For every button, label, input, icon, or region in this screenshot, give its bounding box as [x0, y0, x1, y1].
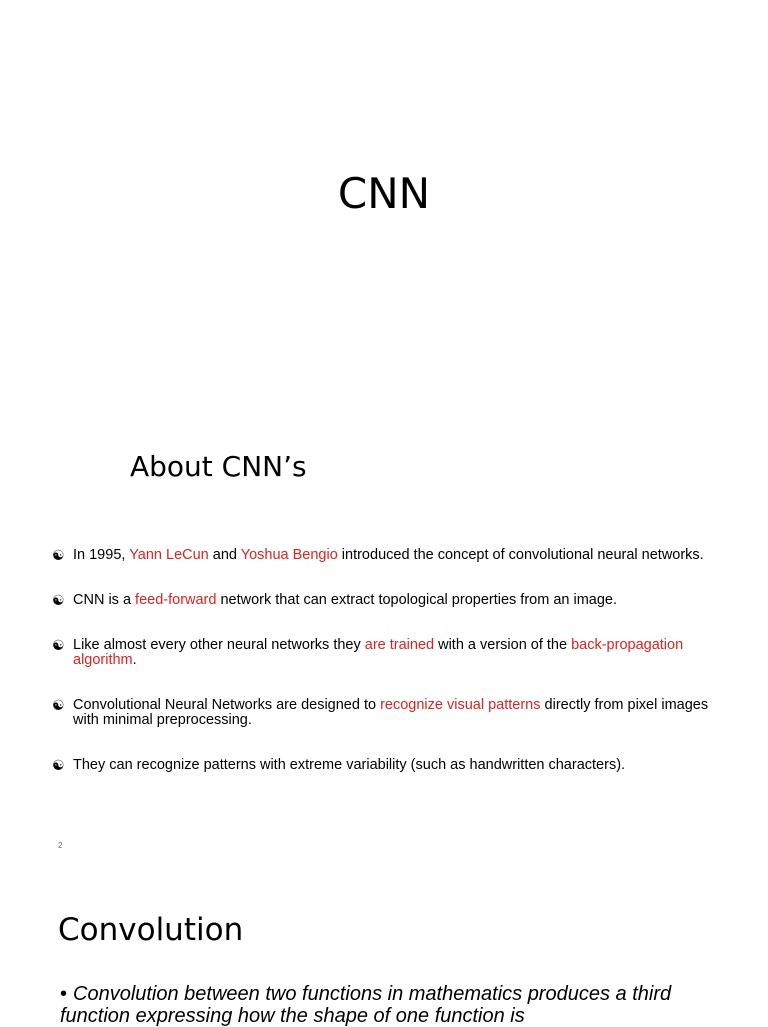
- bullet-item: [52, 758, 712, 773]
- bullet-text: introduced the concept of convolutional neural networks.: [337, 547, 704, 563]
- bullet-text: They can recognize patterns with extreme variability (such as handwritten characters).: [73, 757, 626, 773]
- bullet-text: directly from pixel images with minimal preprocessing.: [73, 697, 709, 728]
- highlighted-term: Yann LeCun: [129, 547, 209, 563]
- bullet-text: network that can extract topological properties from an image.: [216, 592, 618, 608]
- yin-yang-bullet-icon: ☯: [52, 547, 65, 563]
- bullet-list: [52, 548, 712, 803]
- bullet-text: Convolutional Neural Networks are designed to: [73, 697, 381, 713]
- yin-yang-bullet-icon: ☯: [52, 697, 65, 713]
- bullet-item: [52, 593, 712, 608]
- highlighted-term: back-propagation algorithm: [73, 637, 684, 668]
- yin-yang-bullet-icon: ☯: [52, 757, 65, 773]
- bullet-item: [52, 548, 712, 563]
- bullet-item: [52, 698, 712, 728]
- slide-title: CNN: [337, 169, 431, 218]
- section-heading-about: About CNN’s: [130, 450, 307, 483]
- bullet-dot-icon: •: [60, 983, 68, 1005]
- convolution-paragraph: [60, 983, 710, 1027]
- bullet-text: with a version of the: [434, 637, 572, 653]
- bullet-text: In 1995,: [73, 547, 130, 563]
- bullet-text: CNN is a: [73, 592, 136, 608]
- bullet-text: Like almost every other neural networks they: [73, 637, 365, 653]
- yin-yang-bullet-icon: ☯: [52, 637, 65, 653]
- bullet-item: [52, 638, 712, 668]
- section-heading-convolution: Convolution: [58, 912, 244, 948]
- highlighted-term: are trained: [364, 637, 435, 653]
- bullet-text: and: [208, 547, 241, 563]
- convolution-text: Convolution between two functions in mathematics produces a third function expressing how the shape of one function is: [60, 983, 672, 1027]
- highlighted-term: feed-forward: [135, 592, 217, 608]
- yin-yang-bullet-icon: ☯: [52, 592, 65, 608]
- bullet-text: .: [132, 652, 137, 668]
- highlighted-term: Yoshua Bengio: [240, 547, 338, 563]
- highlighted-term: recognize visual patterns: [380, 697, 541, 713]
- page-number: 2: [58, 841, 63, 850]
